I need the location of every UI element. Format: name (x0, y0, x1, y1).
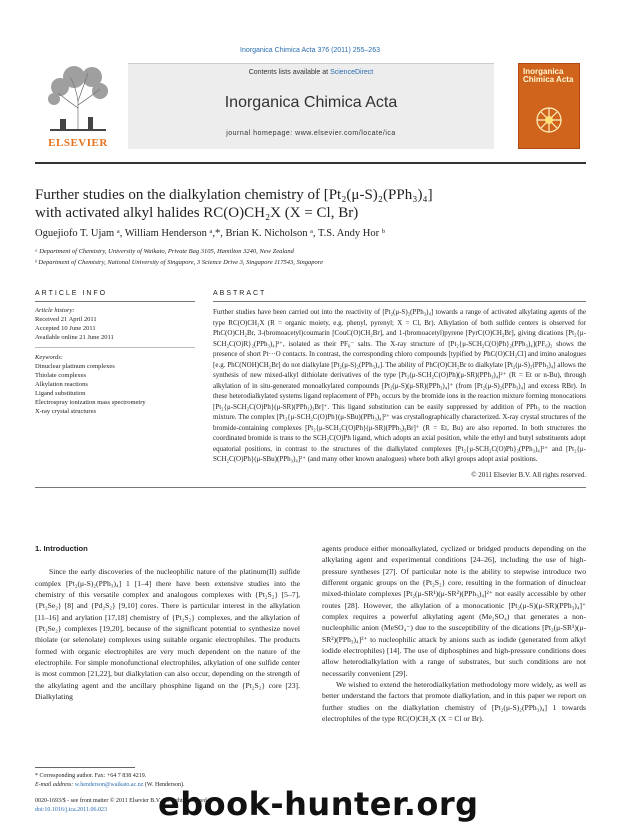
accepted-date: Accepted 10 June 2011 (35, 325, 96, 332)
article-info-rule (35, 301, 195, 302)
intro-paragraph: We wished to extend the heterodialkylation methodology more widely, as well as better understand the factors that promote dialkylation, and in this paper we report on further studies on the dialkylation chemistry of [Pt₂(μ-S)₂(PPh₃)₄] 1 towards electrophiles of the type RC(O)CH₂X (X = Cl or Br). (322, 680, 586, 724)
keyword-item[interactable]: Dinuclear platinum complexes (35, 363, 115, 370)
cover-molecule-icon (529, 100, 569, 140)
keywords-rule (35, 347, 195, 348)
intro-paragraph: agents produce either monoalkylated, cyclized or bridged products depending on the alkylating agent and experimental conditions [24–26], including the use of high-pressure syntheses [27]. Of particular note is the ability to stepwise introduce two different organic groups on the {Pt₂S₂} core, resulting in the formation of dinuclear mixed-thiolate complexes [Pt₂(μ-SR¹)(μ-SR²)(PPh₃)₄]²⁺ not easily accessible by other routes [28]. However, the alkylation of a monocationic [Pt₂(μ-S)(μ-SR)(PPh₃)₄]⁺ complex requires a powerful alkylating agent (Me₂SO₄) that generates a non-nucleophilic anion (MeSO₄⁻) due to the susceptibility of the dications [Pt₂(μ-SR¹)(μ-SR²)(PPh₃)₄]²⁺ to nucleophilic attack by anions such as iodide (generated from alkyl iodide electrophiles) [14]. The use of diphosphines and high-pressure conditions does allow heterodialkylation with a range of substrates, but such conditions are not necessarily convenient [29]. (322, 544, 586, 678)
affiliation-b: ᵇ Department of Chemistry, National University of Singapore, 3 Science Drive 3, Singapore 117543, Singapore (35, 259, 323, 266)
keyword-item[interactable]: Electrospray ionization mass spectrometry (35, 399, 146, 406)
keyword-item[interactable]: Ligand substitution (35, 390, 86, 397)
article-title (35, 186, 586, 222)
journal-header (35, 63, 586, 155)
contents-prefix: Contents lists available at (248, 69, 331, 76)
watermark-text: ebook-hunter.org (158, 785, 479, 823)
article-title-line-1: Further studies on the dialkylation chemistry of [Pt₂(μ-S)₂(PPh₃)₄] (35, 187, 433, 203)
received-date: Received 21 April 2011 (35, 316, 97, 323)
section-heading-introduction: 1. Introduction (35, 544, 88, 553)
intro-paragraph: Since the early discoveries of the nucleophilic nature of the platinum(II) sulfide complex [Pt₂(μ-S)₂(PPh₃)₄] 1 [1–4] there have been extensive studies into the chemistry of this versatile complex and analogous complexes with {Pt₂S₂} [5–7], {Pt₂Se₂} [8] and {Pd₂S₂} [9,10] cores. There is particular interest in the alkylation [11–16] and arylation [17,18] chemistry of {Pt₂S₂} complexes, and the alkylation of {Pt₂Se₂} complexes [19,20], because of the significant potential to synthesize novel thiolate (or selenolate) complexes using suitable organic electrophiles. The products formed with organic electrophiles are very much dependent on the nature of the electrophile. For simple monofunctional electrophiles, alkylation of one sulfide center is most common [21,22], but dialkylation can also occur, depending on the strength of the alkylating agent and the ancillary phosphine ligand on the {Pt₂S₂} core [23]. Dialkylating (35, 567, 300, 702)
publisher-logo (35, 63, 121, 149)
body-column-right (322, 543, 586, 725)
copyright-notice: © 2011 Elsevier B.V. All rights reserved. (471, 471, 586, 479)
journal-title: Inorganica Chimica Acta (224, 94, 398, 111)
cover-title: Inorganica Chimica Acta (523, 67, 574, 84)
article-history (35, 306, 195, 342)
keyword-item[interactable]: Alkylation reactions (35, 381, 88, 388)
keyword-item[interactable]: Thiolate complexes (35, 372, 87, 379)
email-label: E-mail address: (35, 781, 75, 788)
journal-cover-image (518, 63, 580, 149)
abstract-bottom-rule (35, 487, 586, 488)
history-label: Article history: (35, 307, 75, 314)
author-email-link[interactable]: w.henderson@waikato.ac.nz (74, 781, 144, 788)
journal-homepage-link[interactable]: journal homepage: www.elsevier.com/locate/ica (226, 130, 396, 137)
elsevier-tree-icon (40, 63, 116, 133)
header-divider (35, 162, 586, 164)
footnote-fax: * Corresponding author. Fax: +64 7 838 4219. (35, 773, 147, 779)
affiliation-a: ᵃ Department of Chemistry, University of Waikato, Private Bag 3105, Hamilton 3240, New Zealand (35, 248, 294, 255)
journal-reference[interactable]: Inorganica Chimica Acta 376 (2011) 255–263 (240, 47, 380, 54)
keyword-item[interactable]: X-ray crystal structures (35, 408, 97, 415)
doi-link[interactable]: doi:10.1016/j.ica.2011.06.023 (35, 806, 107, 813)
article-info-heading: ARTICLE INFO (35, 290, 108, 297)
footnote-rule (35, 767, 135, 768)
contents-line (128, 69, 494, 76)
issn-line: 0020-1693/$ - see front matter © 2011 Elsevier B.V. All rights reserved. (35, 798, 209, 804)
keywords-block (35, 353, 195, 416)
keywords-label: Keywords: (35, 354, 63, 361)
body-column-left (35, 543, 300, 702)
author-list[interactable]: Oguejiofo T. Ujam ᵃ, William Henderson ᵃ,*, Brian K. Nicholson ᵃ, T.S. Andy Hor ᵇ (35, 228, 385, 239)
affiliations (35, 246, 586, 268)
email-suffix: (W. Henderson). (143, 781, 185, 788)
online-date: Available online 21 June 2011 (35, 334, 114, 341)
journal-masthead (128, 63, 494, 149)
sciencedirect-link[interactable]: ScienceDirect (330, 69, 374, 76)
elsevier-wordmark: ELSEVIER (48, 137, 108, 149)
abstract-heading: ABSTRACT (213, 290, 267, 297)
abstract-text: Further studies have been carried out into the reactivity of [Pt₂(μ-S)₂(PPh₃)₄] towards a range of activated alkylating agents of the type RC(O)CH₂X (R = organic moiety, e.g. phenyl, pyrenyl; X = Cl, Br). Alkylation of both sulfide centers is observed for PhC(O)CH₂Br, 3-(bromoacetyl)coumarin [CouC(O)CH₂Br], and 1-(bromoacetyl)pyrene [PyrC(O)CH₂Br], giving dications [Pt₂{μ-SCH₂C(O)R}₂(PPh₃)₄]²⁺, isolated as their PF₆⁻ salts. The X-ray structure of [Pt₂{μ-SCH₂C(O)Ph}₂(PPh₃)₄](PF₆)₂ shows the presence of short Pt···O contacts. In contrast, the corresponding chloro compounds [typified by PhC(O)CH₂Cl] and imino analogues [e.g. PhC(NOH)CH₂Br] do not dialkylate [Pt₂(μ-S)₂(PPh₃)₄]. The ability of PhC(O)CH₂Br to dialkylate [Pt₂(μ-S)₂(PPh₃)₄] allows the synthesis of new mixed-alkyl dithiolate derivatives of the type [Pt₂(μ-SCH₂C(O)Ph)(μ-SR)(PPh₃)₄]²⁺ (R = Et or n-Bu), through alkylation of in situ-generated monoalkylated compounds [Pt₂(μ-S)(μ-SR)(PPh₃)₄]⁺ (from [Pt₂(μ-S)₂(PPh₃)₄] and excess RBr). In these heterodialkylated systems ligand replacement of PPh₃ occurs by the bromide ions in the reaction mixture forming monocations [Pt₂{μ-SCH₂C(O)Ph}(μ-SR)(PPh₃)₃Br]⁺. This ligand substitution can be easily suppressed by addition of PPh₃ to the reaction mixture. The complex [Pt₂{μ-SCH₂C(O)Ph}(μ-SBu)(PPh₃)₄]²⁺ was crystallographically characterized. X-ray crystal structures of the bromide-containing complexes [Pt₂{μ-SCH₂C(O)Ph}(μ-SR)(PPh₃)₃Br]⁺ (R = Et, Bu) are also reported. In both structures the coordinated bromide is trans to the SCH₂C(O)Ph ligand, which adopts an axial position, while the ethyl and butyl substituents adopt equatorial positions, in contrast to the structures of the dialkylated complexes [Pt₂{μ-SCH₂C(O)Ph}₂(PPh₃)₄]²⁺ and [Pt₂{μ-SCH₂C(O)Ph}(μ-SBu)(PPh₃)₄]²⁺ (and many other known analogues) where both alkyl groups adopt axial positions. (213, 308, 586, 463)
abstract-rule (213, 301, 586, 302)
article-title-line-2: with activated alkyl halides RC(O)CH₂X (X = Cl, Br) (35, 205, 359, 221)
